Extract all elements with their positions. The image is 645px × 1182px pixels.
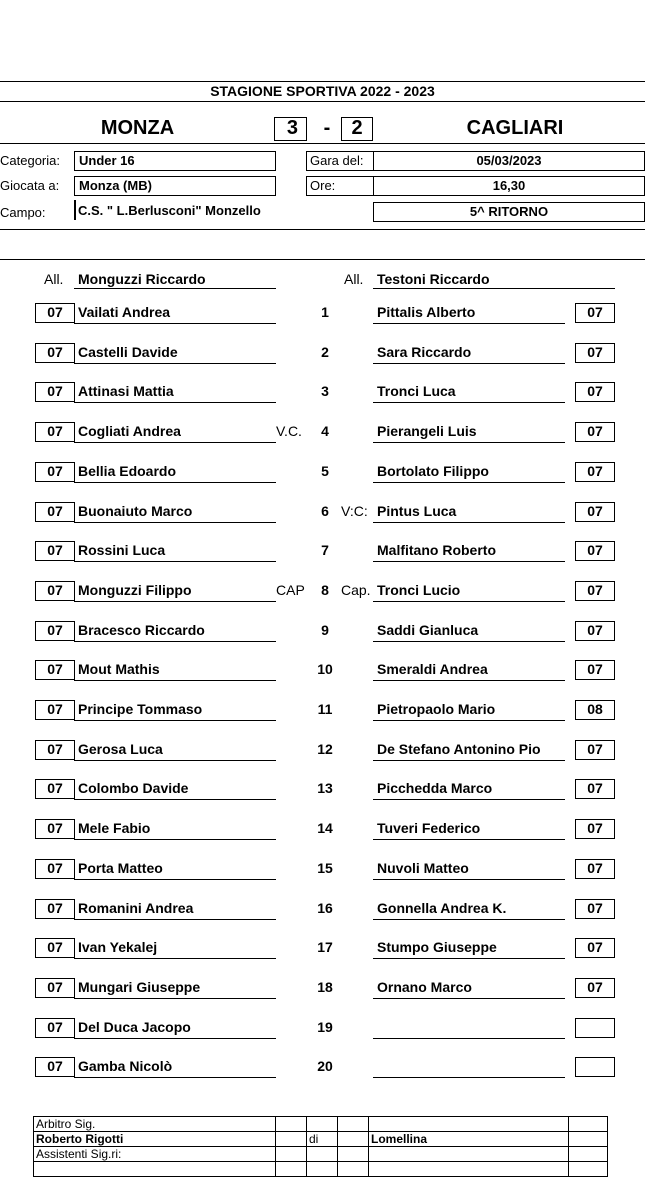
away-player-year: 07 — [575, 581, 615, 601]
away-player-role: V:C: — [341, 503, 368, 519]
home-player-name: Mout Mathis — [78, 661, 160, 677]
shirt-number: 18 — [317, 979, 333, 995]
home-player-underline — [74, 799, 276, 800]
away-score: 2 — [341, 117, 373, 141]
home-player-name: Colombo Davide — [78, 780, 189, 796]
categoria-label: Categoria: — [0, 153, 60, 168]
roster-row — [0, 502, 645, 526]
home-player-underline — [74, 1038, 276, 1039]
away-player-underline — [373, 839, 565, 840]
away-player-year: 07 — [575, 859, 615, 879]
away-player-year: 07 — [575, 422, 615, 442]
ore-value: 16,30 — [373, 176, 645, 196]
score-rule — [0, 143, 645, 144]
home-coach-underline — [74, 288, 276, 289]
roster-row — [0, 621, 645, 645]
away-coach-label: All. — [344, 271, 364, 287]
home-player-role: V.C. — [276, 423, 302, 439]
campo-value: C.S. " L.Berlusconi" Monzello — [78, 203, 261, 218]
away-player-name: Malfitano Roberto — [377, 542, 496, 558]
away-player-underline — [373, 442, 565, 443]
away-player-year: 07 — [575, 462, 615, 482]
away-player-name: Pintus Luca — [377, 503, 457, 519]
away-player-year: 07 — [575, 541, 615, 561]
away-player-year: 07 — [575, 779, 615, 799]
home-player-underline — [74, 839, 276, 840]
shirt-number: 15 — [317, 860, 333, 876]
away-player-underline — [373, 720, 565, 721]
home-player-underline — [74, 363, 276, 364]
away-player-name: Stumpo Giuseppe — [377, 939, 497, 955]
away-player-name: Picchedda Marco — [377, 780, 493, 796]
away-player-underline — [373, 680, 565, 681]
home-player-year: 07 — [35, 382, 75, 402]
away-player-role: Cap. — [341, 582, 371, 598]
roster-row — [0, 899, 645, 923]
away-player-underline — [373, 363, 565, 364]
away-player-underline — [373, 522, 565, 523]
home-player-underline — [74, 561, 276, 562]
away-player-year: 08 — [575, 700, 615, 720]
shirt-number: 4 — [321, 423, 329, 439]
shirt-number: 12 — [317, 741, 333, 757]
home-player-name: Castelli Davide — [78, 344, 178, 360]
shirt-number: 1 — [321, 304, 329, 320]
roster-row — [0, 700, 645, 724]
away-player-name: Tuveri Federico — [377, 820, 481, 836]
giocata-value: Monza (MB) — [74, 176, 276, 196]
home-player-underline — [74, 760, 276, 761]
home-player-year: 07 — [35, 938, 75, 958]
home-player-underline — [74, 998, 276, 999]
home-player-year: 07 — [35, 422, 75, 442]
away-player-year: 07 — [575, 382, 615, 402]
roster-row — [0, 779, 645, 803]
home-player-underline — [74, 323, 276, 324]
away-player-name: Tronci Luca — [377, 383, 456, 399]
di-label: di — [307, 1132, 338, 1147]
away-player-name: Pittalis Alberto — [377, 304, 476, 320]
arbitro-section: Lomellina — [369, 1132, 569, 1147]
home-player-year: 07 — [35, 541, 75, 561]
away-player-underline — [373, 561, 565, 562]
roster-row — [0, 303, 645, 327]
away-player-name: Bortolato Filippo — [377, 463, 489, 479]
home-player-name: Gamba Nicolò — [78, 1058, 173, 1074]
away-player-year: 07 — [575, 621, 615, 641]
away-player-name: Saddi Gianluca — [377, 622, 479, 638]
away-player-underline — [373, 1038, 565, 1039]
score-separator: - — [323, 117, 331, 139]
roster-row — [0, 859, 645, 883]
categoria-value: Under 16 — [74, 151, 276, 171]
giornata-value: 5^ RITORNO — [373, 202, 645, 222]
away-coach-name: Testoni Riccardo — [377, 271, 490, 287]
away-player-year: 07 — [575, 343, 615, 363]
assistenti-label: Assistenti Sig.ri: — [34, 1147, 276, 1162]
away-player-name: De Stefano Antonino Pio — [377, 741, 541, 757]
home-player-name: Romanini Andrea — [78, 900, 194, 916]
home-player-name: Mele Fabio — [78, 820, 151, 836]
season-title: STAGIONE SPORTIVA 2022 - 2023 — [210, 83, 435, 99]
shirt-number: 13 — [317, 780, 333, 796]
header-top-rule — [0, 81, 645, 82]
roster-top-rule — [0, 259, 645, 260]
away-player-name: Ornano Marco — [377, 979, 472, 995]
gara-date: 05/03/2023 — [373, 151, 645, 171]
ore-label: Ore: — [306, 176, 374, 196]
away-player-year: 07 — [575, 740, 615, 760]
home-player-underline — [74, 482, 276, 483]
away-player-year: 07 — [575, 660, 615, 680]
roster-row — [0, 660, 645, 684]
campo-label: Campo: — [0, 205, 46, 220]
roster-row — [0, 740, 645, 764]
shirt-number: 11 — [317, 701, 333, 717]
home-player-year: 07 — [35, 899, 75, 919]
home-player-year: 07 — [35, 303, 75, 323]
away-player-name: Sara Riccardo — [377, 344, 472, 360]
away-player-underline — [373, 641, 565, 642]
home-player-underline — [74, 1077, 276, 1078]
home-player-name: Principe Tommaso — [78, 701, 203, 717]
roster-row — [0, 1018, 645, 1042]
away-player-year: 07 — [575, 819, 615, 839]
home-coach-label: All. — [44, 271, 64, 287]
away-player-underline — [373, 760, 565, 761]
home-player-year: 07 — [35, 700, 75, 720]
home-player-year: 07 — [35, 1057, 75, 1077]
arbitro-label: Arbitro Sig. — [34, 1117, 276, 1132]
away-player-underline — [373, 402, 565, 403]
home-player-name: Vailati Andrea — [78, 304, 171, 320]
away-player-year — [575, 1057, 615, 1077]
home-player-name: Monguzzi Filippo — [78, 582, 192, 598]
home-player-underline — [74, 641, 276, 642]
shirt-number: 16 — [317, 900, 333, 916]
home-player-year: 07 — [35, 1018, 75, 1038]
away-player-name: Smeraldi Andrea — [377, 661, 488, 677]
shirt-number: 19 — [317, 1019, 333, 1035]
away-player-year: 07 — [575, 938, 615, 958]
home-player-underline — [74, 522, 276, 523]
header-rule — [0, 101, 645, 102]
info-rule — [0, 229, 645, 230]
roster-row — [0, 541, 645, 565]
roster-row — [0, 462, 645, 486]
home-player-underline — [74, 919, 276, 920]
home-player-name: Buonaiuto Marco — [78, 503, 193, 519]
home-player-year: 07 — [35, 740, 75, 760]
roster-row — [0, 581, 645, 605]
away-coach-underline — [373, 288, 615, 289]
home-score: 3 — [274, 117, 307, 141]
roster-row — [0, 1057, 645, 1081]
home-player-name: Del Duca Jacopo — [78, 1019, 191, 1035]
away-player-underline — [373, 998, 565, 999]
shirt-number: 7 — [321, 542, 329, 558]
home-player-year: 07 — [35, 978, 75, 998]
away-player-year: 07 — [575, 502, 615, 522]
home-player-year: 07 — [35, 343, 75, 363]
shirt-number: 3 — [321, 383, 329, 399]
shirt-number: 6 — [321, 503, 329, 519]
arbitro-name: Roberto Rigotti — [34, 1132, 276, 1147]
shirt-number: 10 — [317, 661, 333, 677]
home-player-underline — [74, 720, 276, 721]
home-player-year: 07 — [35, 462, 75, 482]
home-player-name: Rossini Luca — [78, 542, 166, 558]
away-player-underline — [373, 1077, 565, 1078]
away-player-underline — [373, 482, 565, 483]
home-player-underline — [74, 958, 276, 959]
campo-left-border — [74, 200, 76, 220]
away-player-name: Gonnella Andrea K. — [377, 900, 507, 916]
roster-row — [0, 382, 645, 406]
home-player-name: Gerosa Luca — [78, 741, 163, 757]
shirt-number: 5 — [321, 463, 329, 479]
home-player-year: 07 — [35, 819, 75, 839]
home-player-name: Cogliati Andrea — [78, 423, 181, 439]
home-player-name: Attinasi Mattia — [78, 383, 174, 399]
home-player-underline — [74, 879, 276, 880]
home-player-year: 07 — [35, 502, 75, 522]
roster-row — [0, 422, 645, 446]
home-player-year: 07 — [35, 581, 75, 601]
away-player-underline — [373, 799, 565, 800]
home-player-name: Bracesco Riccardo — [78, 622, 205, 638]
shirt-number: 20 — [317, 1058, 333, 1074]
away-player-underline — [373, 958, 565, 959]
home-player-name: Ivan Yekalej — [78, 939, 158, 955]
shirt-number: 14 — [317, 820, 333, 836]
roster-row — [0, 819, 645, 843]
away-player-name: Pierangeli Luis — [377, 423, 477, 439]
home-player-name: Mungari Giuseppe — [78, 979, 201, 995]
away-player-underline — [373, 601, 565, 602]
shirt-number: 9 — [321, 622, 329, 638]
shirt-number: 8 — [321, 582, 329, 598]
away-player-name: Pietropaolo Mario — [377, 701, 496, 717]
away-player-underline — [373, 919, 565, 920]
home-player-role: CAP — [276, 582, 305, 598]
home-player-name: Porta Matteo — [78, 860, 163, 876]
roster-row — [0, 978, 645, 1002]
roster-row — [0, 938, 645, 962]
away-team-name: CAGLIARI — [466, 117, 564, 139]
officials-table — [33, 1116, 608, 1177]
home-coach-name: Monguzzi Riccardo — [78, 271, 206, 287]
home-player-underline — [74, 442, 276, 443]
home-player-year: 07 — [35, 859, 75, 879]
home-player-name: Bellia Edoardo — [78, 463, 177, 479]
away-player-name: Tronci Lucio — [377, 582, 461, 598]
away-player-underline — [373, 323, 565, 324]
away-player-year: 07 — [575, 899, 615, 919]
roster-row — [0, 343, 645, 367]
away-player-underline — [373, 879, 565, 880]
giocata-label: Giocata a: — [0, 178, 60, 193]
away-player-year — [575, 1018, 615, 1038]
home-player-underline — [74, 402, 276, 403]
home-player-underline — [74, 601, 276, 602]
shirt-number: 2 — [321, 344, 329, 360]
away-player-year: 07 — [575, 303, 615, 323]
home-player-year: 07 — [35, 779, 75, 799]
home-player-year: 07 — [35, 660, 75, 680]
gara-label: Gara del: — [306, 151, 374, 171]
home-player-underline — [74, 680, 276, 681]
home-player-year: 07 — [35, 621, 75, 641]
home-team-name: MONZA — [100, 117, 175, 139]
shirt-number: 17 — [317, 939, 333, 955]
away-player-year: 07 — [575, 978, 615, 998]
away-player-name: Nuvoli Matteo — [377, 860, 469, 876]
